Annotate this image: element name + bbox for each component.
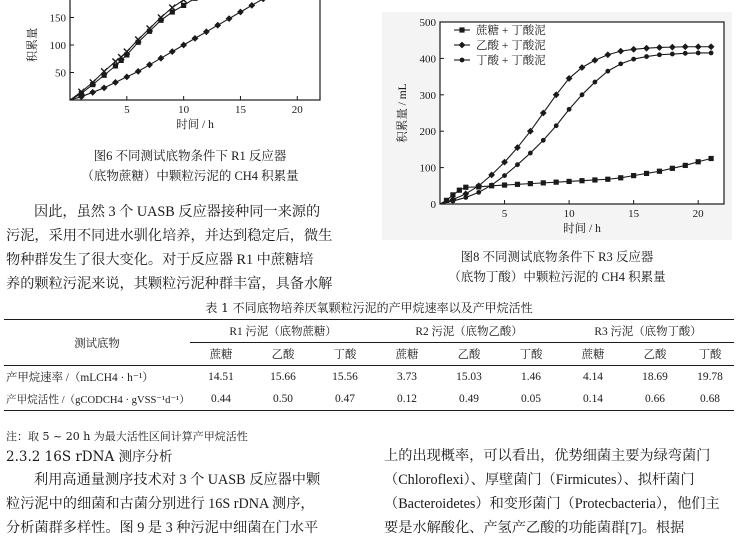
data-point [463, 195, 468, 200]
data-point [592, 177, 597, 182]
data-point [683, 51, 688, 56]
table-cell: 15.56 [332, 371, 358, 383]
data-point [541, 138, 546, 143]
para3-line: 上的出现概率，可以看出，优势细菌主要为绿弯菌门 [384, 448, 711, 464]
y-axis-label: 积累量 / mL [397, 83, 409, 143]
table-cell: 1.46 [521, 371, 541, 383]
data-point [644, 171, 649, 176]
table-sub-header: 蔗糖 [190, 343, 252, 366]
para3-line: （Bacteroidetes）和变形菌门（Protecbacteria），他们主 [384, 496, 720, 512]
y-tick-label: 500 [419, 17, 436, 29]
data-point [515, 182, 520, 187]
y-tick-label: 100 [419, 162, 436, 175]
y-tick-label: 150 [49, 12, 66, 25]
table-cell: 0.12 [397, 393, 417, 405]
figure-6 [27, 0, 340, 140]
fig8-chart [382, 12, 732, 240]
legend-label: 蔗糖 + 丁酸泥 [476, 25, 546, 37]
fig6-chart [27, 0, 340, 140]
figure-8 [382, 12, 732, 240]
table-cell: 0.47 [335, 393, 355, 405]
data-point [696, 159, 701, 164]
fig6-caption-line1: 图6 不同测试底物条件下 R1 反应器 [93, 149, 287, 163]
data-point [192, 0, 197, 1]
table-cell: 0.05 [521, 393, 541, 405]
para2-line: 粒污泥中的细菌和古菌分别进行 16S rDNA 测序， [6, 496, 315, 512]
table1-note: 注：取 5 ~ 20 h 为最大活性区间计算产甲烷活性 [6, 430, 248, 443]
fig8-caption-line2: （底物丁酸）中颗粒污泥的 CH4 积累量 [448, 270, 666, 284]
data-point [618, 175, 623, 180]
data-point [670, 166, 675, 171]
table-sub-header: 丁酸 [314, 343, 376, 366]
x-tick-label: 10 [563, 208, 575, 220]
data-point [489, 183, 494, 188]
para1-line: 因此，虽然 3 个 UASB 反应器接种同一来源的 [34, 204, 321, 220]
data-point [515, 162, 520, 167]
y-tick-label: 200 [419, 126, 436, 139]
y-tick-label: 0 [430, 199, 436, 211]
x-tick-label: 10 [178, 104, 190, 116]
table-cell: 0.50 [273, 393, 293, 405]
table-cell: 15.03 [456, 371, 482, 383]
table-cell: 0.44 [211, 393, 231, 405]
table-row [4, 388, 734, 411]
table-cell: 0.68 [700, 393, 720, 405]
y-tick-label: 50 [55, 67, 66, 80]
y-axis-label: 积累量 [27, 27, 39, 63]
para2-line: 利用高通量测序技术对 3 个 UASB 反应器中颗 [34, 472, 321, 488]
data-point [181, 3, 186, 8]
x-axis-label: 时间 / h [563, 223, 601, 235]
table-group-header-r2: R2 污泥（底物乙酸） [376, 320, 562, 343]
data-point [593, 80, 598, 85]
legend-marker [459, 27, 464, 32]
y-tick-label: 300 [419, 89, 436, 102]
data-point [457, 188, 462, 193]
data-point [683, 163, 688, 168]
para1-line: 物种群发生了很大变化。对于反应器 R1 中蔗糖培 [6, 252, 314, 268]
data-point [502, 182, 507, 187]
data-point [605, 177, 610, 182]
table-sub-header: 蔗糖 [562, 343, 624, 366]
data-point [528, 181, 533, 186]
data-point [579, 178, 584, 183]
data-point [631, 173, 636, 178]
data-point [605, 69, 610, 74]
table1-title: 表 1 不同底物培养厌氧颗粒污泥的产甲烷速率以及产甲烷活性 [205, 301, 533, 315]
para1-line: 污泥，采用不同进水驯化培养，并达到稳定后，微生 [6, 228, 333, 244]
data-point [631, 57, 636, 62]
table-sub-header: 丁酸 [686, 343, 734, 366]
x-tick-label: 5 [124, 104, 130, 116]
table-row [4, 366, 734, 389]
legend-label: 乙酸 + 丁酸泥 [476, 40, 546, 52]
data-point [708, 156, 713, 161]
table-sub-header: 乙酸 [438, 343, 500, 366]
table-sub-header: 蔗糖 [376, 343, 438, 366]
data-point [657, 169, 662, 174]
data-point [463, 185, 468, 190]
plot-frame [70, 0, 320, 100]
table-cell: 15.66 [270, 371, 296, 383]
table-cell: 0.49 [459, 393, 479, 405]
y-tick-label: 400 [419, 53, 436, 66]
data-point [709, 51, 714, 56]
data-point [541, 180, 546, 185]
data-point [618, 61, 623, 66]
data-point [657, 52, 662, 57]
data-point [567, 107, 572, 112]
body-paragraph-1 [6, 200, 354, 296]
data-point [528, 151, 533, 156]
para3-line: （Chloroflexi）、厚壁菌门（Firmicutes）、拟杆菌门 [384, 472, 695, 488]
table-cell: 0.14 [583, 393, 603, 405]
x-tick-label: 20 [692, 208, 704, 220]
para1-line: 养的颗粒污泥来说，其颗粒污泥种群丰富，具备水解 [6, 276, 333, 292]
y-tick-label: 100 [49, 40, 66, 52]
fig8-caption-line1: 图8 不同测试底物条件下 R3 反应器 [460, 250, 654, 264]
table-row-label: 产甲烷速率 /（mLCH4 · h⁻¹） [6, 372, 154, 384]
data-point [644, 54, 649, 59]
data-point [670, 52, 675, 57]
x-tick-label: 20 [291, 104, 303, 116]
x-tick-label: 5 [501, 208, 508, 220]
data-point [580, 92, 585, 97]
data-point [696, 51, 701, 56]
data-point [476, 190, 481, 195]
table-cell: 18.69 [642, 371, 668, 383]
table-group-header-r3: R3 污泥（底物丁酸） [562, 320, 734, 343]
data-point [451, 199, 456, 204]
fig6-caption-line2: （底物蔗糖）中颗粒污泥的 CH4 积累量 [81, 169, 299, 183]
table-cell: 19.78 [697, 371, 723, 383]
table-cell: 4.14 [583, 371, 603, 383]
x-tick-label: 15 [628, 208, 640, 220]
x-axis-label: 时间 / h [176, 119, 214, 131]
table-sub-header: 乙酸 [252, 343, 314, 366]
table-group-header-r1: R1 污泥（底物蔗糖） [190, 320, 376, 343]
para2-line: 分析菌群多样性。图 9 是 3 种污泥中细菌在门水平 [6, 520, 319, 536]
x-tick-label: 15 [234, 104, 246, 116]
fig6-caption [40, 146, 340, 186]
section-heading: 2.3.2 16S rDNA 测序分析 [6, 449, 173, 465]
table-sub-header: 乙酸 [624, 343, 686, 366]
table-row-label: 产甲烷活性 /（gCODCH4 · gVSS⁻¹d⁻¹） [6, 394, 190, 406]
table-corner-header: 测试底物 [4, 320, 190, 366]
table-cell: 14.51 [208, 371, 234, 383]
data-point [502, 173, 507, 178]
table1 [4, 319, 734, 411]
table-cell: 0.66 [645, 393, 665, 405]
data-point [566, 179, 571, 184]
data-point [554, 123, 559, 128]
fig8-caption [392, 247, 722, 287]
table-sub-header: 丁酸 [500, 343, 562, 366]
legend-label: 丁酸 + 丁酸泥 [476, 55, 546, 67]
body-paragraph-3 [384, 444, 734, 540]
legend-marker [460, 58, 465, 63]
data-point [554, 180, 559, 185]
para3-line: 要是水解酸化、产氢产乙酸的功能菌群[7]。根据 [384, 520, 685, 536]
table-cell: 3.73 [397, 371, 417, 383]
body-paragraph-2 [6, 468, 354, 540]
